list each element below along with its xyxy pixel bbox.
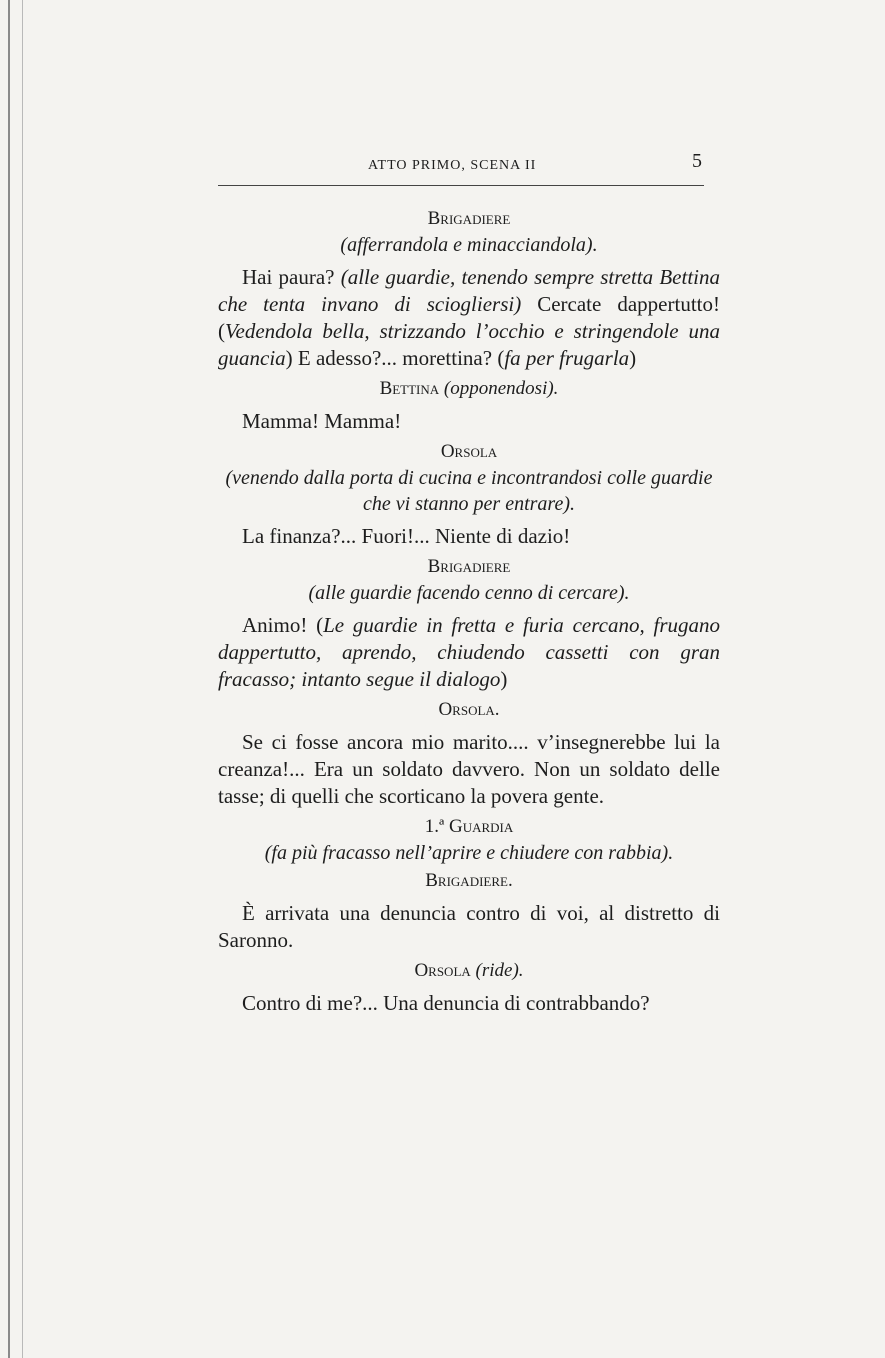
- page-body: [218, 204, 720, 1021]
- dialogue-line: È arrivata una denuncia contro di voi, al distretto di Saronno.: [218, 901, 720, 952]
- speaker-name: Orsola.: [438, 699, 500, 720]
- speaker-heading: [218, 958, 720, 984]
- dialogue-text: ) E adesso?... morettina? (: [285, 346, 505, 370]
- dialogue-line: Se ci fosse ancora mio marito.... v’insegnerebbe lui la creanza!... Era un soldato davvero. Non un soldato delle tasse; di quelli che scorticano la povera gente.: [218, 730, 720, 808]
- inline-stage-direction: Le guardie in fretta e furia cercano, frugano dappertutto, aprendo, chiudendo cassetti con gran fracasso; intanto segue il dialogo: [218, 613, 720, 691]
- page-header: [218, 150, 710, 180]
- speaker-name: Brigadiere: [427, 556, 511, 577]
- inline-stage-direction: (alle guardie, tenendo sempre stretta Bettina che tenta invano di sciogliersi): [218, 265, 720, 316]
- header-rule: [218, 185, 704, 186]
- dialogue-text: Cercate dappertutto! (: [218, 292, 720, 343]
- page-number: 5: [692, 150, 702, 172]
- speaker-name: Bettina: [379, 378, 440, 399]
- stage-direction: (afferrandola e minacciandola).: [340, 234, 598, 256]
- stage-direction: (opponendosi).: [443, 378, 559, 399]
- speaker-name: Orsola: [414, 960, 471, 981]
- stage-direction: (alle guardie facendo cenno di cercare).: [308, 582, 630, 604]
- dialogue-line: Contro di me?... Una denuncia di contrabbando?: [242, 991, 650, 1015]
- speaker-name: Orsola: [440, 441, 498, 462]
- inline-stage-direction: fa per frugarla: [504, 346, 630, 370]
- dialogue-text: ): [629, 346, 637, 370]
- speaker-name: Brigadiere.: [425, 870, 513, 891]
- stage-direction: (ride).: [475, 960, 524, 981]
- page-edge-line: [22, 0, 23, 1358]
- dialogue-line: [218, 264, 720, 372]
- dialogue-text: Animo! (: [242, 613, 324, 637]
- stage-direction: (venendo dalla porta di cucina e incontrandosi colle guardie che vi stanno per entrare).: [225, 467, 713, 515]
- dialogue-line: Mamma! Mamma!: [242, 409, 402, 433]
- inline-stage-direction: Vedendola bella, strizzando l’occhio e stringendole una guancia: [218, 319, 720, 370]
- running-title: ATTO PRIMO, SCENA II: [368, 158, 537, 173]
- dialogue-line: [218, 612, 720, 693]
- stage-direction: (fa più fracasso nell’aprire e chiudere con rabbia).: [264, 842, 674, 864]
- speaker-heading: [218, 376, 720, 402]
- dialogue-text: ): [500, 667, 508, 691]
- page-edge-shadow: [8, 0, 10, 1358]
- speaker-name: 1.ª Guardia: [424, 816, 514, 837]
- speaker-name: Brigadiere: [427, 208, 511, 229]
- dialogue-text: Hai paura?: [242, 265, 341, 289]
- dialogue-line: La finanza?... Fuori!... Niente di dazio!: [242, 524, 571, 548]
